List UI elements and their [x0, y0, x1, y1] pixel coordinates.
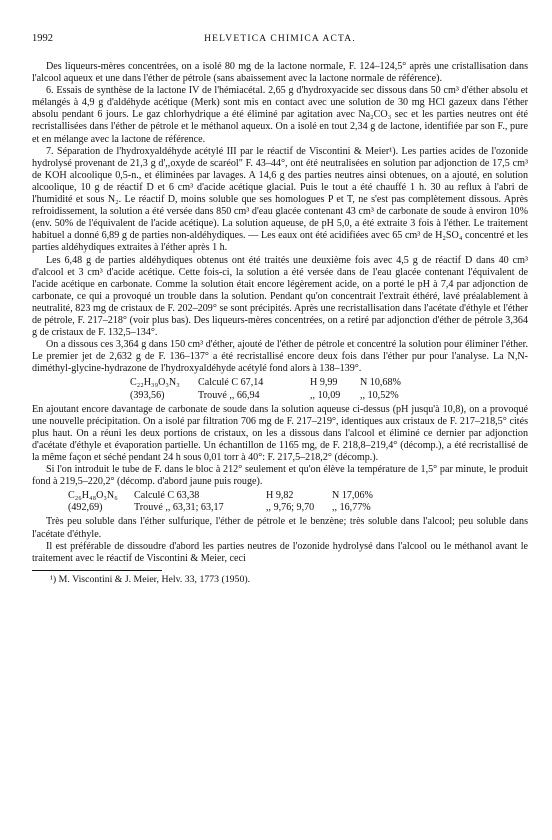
footnote: ¹) M. Viscontini & J. Meier, Helv. 33, 1773 (1950). — [50, 573, 251, 585]
paragraph-4: Les 6,48 g de parties aldéhydiques obtenus ont été traités une deuxième fois avec 4,5 g de réactif D dans 40 cm³ d'alcool et 3 cm³ d'acide acétique. Cette fois-ci, la solution a été versée dans de l'eau glacée contenant l'équivalent de l'acide acétique en carbonate. Comme la solution était encore légèrement acide, on a porté le pH à 7,4 par adjonction de carbonate, ce qui a provoqué un trouble dans la solution. Pendant qu'on concentrait l'extrait éthéré, lavé préalablement à neutralité, 823 mg de cristaux de F. 202–209° se sont précipités. Après une recristallisation dans l'acétate d'éthyle et l'éther de pétrole, F. 217–218° (voir plus bas). Des liqueurs-mères concentrées, on a retiré par adjonction d'éther de pétrole 3,364 g de cristaux de F. 132,5–134°. — [32, 254, 528, 339]
analysis-cell: Trouvé ,, 66,94 — [198, 389, 260, 401]
analysis-cell: N 10,68% — [360, 377, 401, 389]
analysis-cell: Trouvé ,, 63,31; 63,17 — [134, 502, 224, 514]
analysis-cell: C₂₆H₄₈O₃N₆ — [68, 490, 118, 502]
paragraph-section-6: 6. Essais de synthèse de la lactone IV de l'hémiacétal. 2,65 g d'hydroxyacide sec dissous dans 50 cm³ d'éther absolu et mélangés à 4,9 g d'aldéhyde acétique (Merk) sont mis en contact avec une solution de 30 mg HCl gazeux dans l'éther absolu pendant 6 jours. Le gaz chlorhydrique a été éliminé par agitation avec Na₂CO₃ sec et les parties neutres ont été recristallisées dans l'éther de pétrole et le méthanol aqueux. On a isolé en tout 2,34 g de lactone, identifiée par son F., pure et en mélange avec la lactone de référence. — [32, 85, 528, 145]
analysis-cell: Calculé C 63,38 — [134, 490, 200, 502]
paragraph-8: Très peu soluble dans l'éther sulfurique, l'éther de pétrole et le benzène; très soluble dans l'alcool; peu soluble dans l'acétate d'éthyle. — [32, 516, 528, 540]
analysis-cell: Calculé C 67,14 — [198, 377, 264, 389]
analysis-cell: H 9,82 — [266, 490, 294, 502]
paragraph-7: Si l'on introduit le tube de F. dans le bloc à 212° seulement et qu'on élève la température de 1,5° par minute, le produit fond à 219,5–220,2° (décomp. d'abord jaune puis rouge). — [32, 464, 528, 488]
footnote-rule — [32, 570, 162, 571]
journal-title: HELVETICA CHIMICA ACTA. — [204, 34, 356, 44]
paragraph-6: En ajoutant encore davantage de carbonate de soude dans la solution aqueuse ci-dessus (pH jusqu'à 10,8), on a provoqué une nouvelle précipitation. On a isolé par filtration 706 mg de F. 217–219°, identiques aux cristaux de F. 217–218,5° cités plus haut. On a réuni les deux portions de cristaux, on les a dissous dans l'alcool et éliminé ce dernier par adjonction d'acétate d'éthyle et évaporation partielle. Un échantillon de 1165 mg, de F. 218,8–219,4° (décomp.), a été recristallisé de la même façon et séché pendant 24 h sous 0,01 torr à 40°: F. 217,5–218,2° (décomp.). — [32, 403, 528, 463]
analysis-cell: ,, 10,09 — [310, 389, 341, 401]
analysis-cell: ,, 10,52% — [360, 389, 399, 401]
analysis-cell: H 9,99 — [310, 377, 338, 389]
analysis-cell: (492,69) — [68, 502, 103, 514]
analysis-cell: ,, 16,77% — [332, 502, 371, 514]
analysis-cell: (393,56) — [130, 389, 165, 401]
running-header — [32, 33, 528, 47]
page-number: 1992 — [32, 33, 53, 44]
analysis-cell: C₂₂H₃₉O₃N₃ — [130, 377, 180, 389]
paragraph-section-7: 7. Séparation de l'hydroxyaldéhyde acétylé III par le réactif de Viscontini & Meier¹). Les parties acides de l'ozonide hydrolysé provenant de 21,3 g d',,oxyde de scaréol" F. 43–44°, ont été neutralisées en solution par adjonction de 17,5 cm³ de KOH alcoolique 0,5-n., et éliminées par lavages. A 14,6 g des parties neutres ainsi obtenues, on a ajouté, en solution alcoolique, 10 g de réactif D et 6 cm³ d'acide acétique glacial. Puis le tout a été chauffé 1 h. 30 au reflux à l'abri de l'humidité et sous N₂. Le réactif D, moins soluble que ses homologues P et T, ne s'est pas complètement dissous. Après refroidissement, la solution a été versée dans 850 cm³ d'eau glacée contenant 43 cm³ de carbonate de soude à environ 10% (env. 50% de l'équivalent de l'acide acétique). La solution aqueuse, de pH 5,0, a été extraite 3 fois à l'éther. Le traitement habituel a donné 6,89 g de parties non-aldéhydiques. — Les eaux ont été acidifiées avec 65 cm³ de H₂SO₄ concentré et les parties aldéhydiques extraites à l'éther après 1 h. — [32, 145, 528, 254]
elemental-analysis-1 — [130, 377, 528, 401]
analysis-row — [68, 490, 528, 502]
analysis-row — [130, 390, 528, 402]
analysis-cell: N 17,06% — [332, 490, 373, 502]
analysis-row — [130, 377, 528, 389]
paragraph-9: Il est préférable de dissoudre d'abord les parties neutres de l'ozonide hydrolysé dans l'alcool ou le méthanol avant le traitement avec le réactif de Viscontini & Meier, ceci — [32, 540, 528, 564]
paragraph-1: Des liqueurs-mères concentrées, on a isolé 80 mg de la lactone normale, F. 124–124,5° après une cristallisation dans l'alcool aqueux et une dans l'éther de pétrole (sans abaissement avec la lactone normale de référence). — [32, 61, 528, 85]
analysis-cell: ,, 9,76; 9,70 — [266, 502, 315, 514]
analysis-row — [68, 502, 528, 514]
elemental-analysis-2 — [68, 490, 528, 514]
paragraph-5: On a dissous ces 3,364 g dans 150 cm³ d'éther, ajouté de l'éther de pétrole et concentré la solution pour éliminer l'éther. Le premier jet de 2,632 g de F. 136–137° a été recristallisé encore deux fois dans l'éther pur pour l'analyse. La N,N-diméthyl-glycine-hydrazone de l'hydroxyaldéhyde acétylé fond alors à 138–139°. — [32, 339, 528, 375]
